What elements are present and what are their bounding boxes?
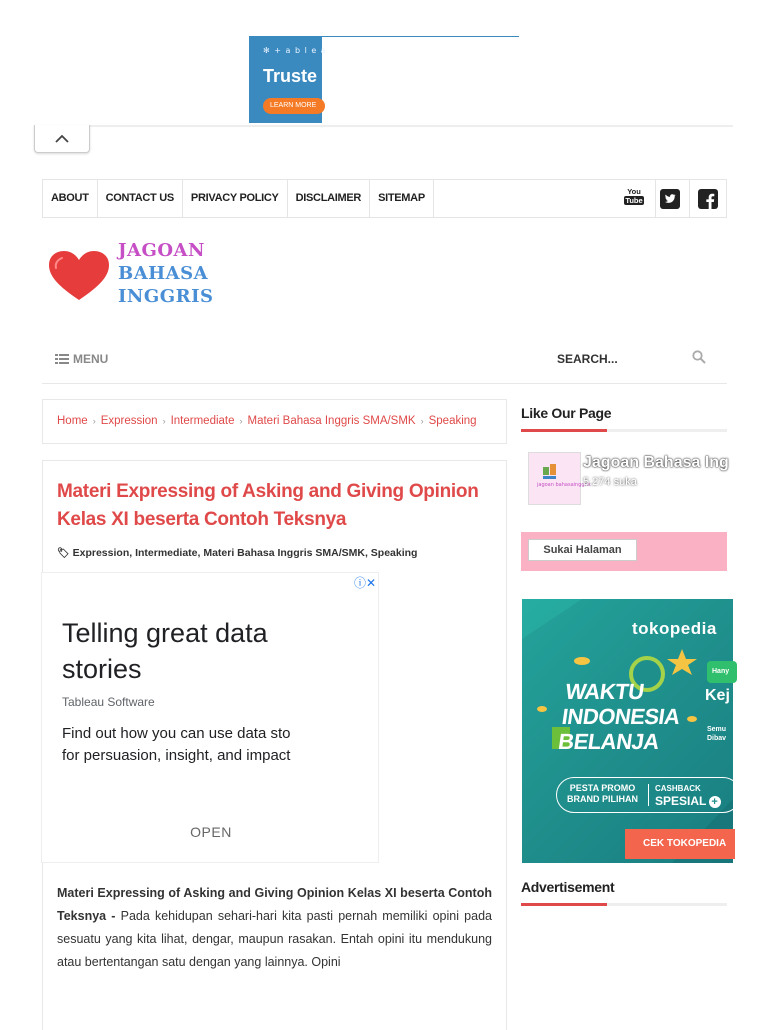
top-navigation [42, 179, 727, 218]
twitter-icon [660, 189, 680, 209]
main-menu-bar [42, 336, 727, 384]
fb-page-thumbnail[interactable] [528, 452, 591, 505]
breadcrumb-expression[interactable]: Expression [100, 415, 158, 427]
widget-title: Like Our Page [521, 405, 612, 421]
ad-advertiser: Tableau Software [62, 695, 155, 709]
ad-open-button[interactable]: OPEN [190, 824, 232, 840]
heart-icon [48, 250, 110, 302]
logo-line-2: BAHASA [118, 263, 209, 284]
breadcrumb-separator: › [162, 416, 166, 426]
nav-about[interactable]: ABOUT [43, 180, 98, 217]
youtube-icon: You Tube [625, 187, 643, 205]
breadcrumb-home[interactable]: Home [57, 415, 88, 427]
social-separator [689, 180, 690, 217]
chevron-up-icon [55, 134, 69, 143]
promo-divider [648, 784, 649, 806]
tokopedia-headline: WAKTU INDONESIA BELANJA [556, 679, 682, 754]
tableau-logo-icon: ✻ [263, 46, 271, 55]
inline-ad[interactable] [41, 572, 379, 863]
widget-title-underline [521, 903, 727, 906]
breadcrumb-separator: › [92, 416, 96, 426]
nav-contact-us[interactable]: CONTACT US [98, 180, 183, 217]
post-body [57, 882, 492, 974]
tokopedia-promo-pill: PESTA PROMO BRAND PILIHAN CASHBACK SPESIAL + [556, 777, 741, 813]
breadcrumb-separator: › [239, 416, 243, 426]
widget-title-underline [521, 429, 727, 432]
post-tags: 🏷 Expression, Intermediate, Materi Bahasa Inggris SMA/SMK, Speaking [57, 547, 418, 559]
search-input[interactable]: SEARCH... [557, 352, 618, 366]
fb-page-actions [521, 532, 727, 571]
fb-thumb-text: jagoan bahasainggris [537, 482, 591, 488]
fb-like-button[interactable]: Sukai Halaman [528, 539, 637, 561]
site-logo[interactable] [48, 240, 228, 310]
menu-toggle[interactable]: MENU [55, 352, 108, 366]
nav-disclaimer[interactable]: DISCLAIMER [288, 180, 370, 217]
facebook-link[interactable] [693, 184, 723, 214]
post-title[interactable]: Materi Expressing of Asking and Giving Opinion Kelas XI beserta Contoh Teksnya [57, 481, 479, 530]
cek-tokopedia-button[interactable]: CEK TOKOPEDIA [625, 829, 735, 859]
fb-page-header [521, 446, 727, 532]
widget-title: Advertisement [521, 879, 615, 895]
list-icon [55, 354, 69, 364]
fb-page-name[interactable]: Jagoan Bahasa Ing [583, 454, 729, 471]
ad-headline: Truste [263, 66, 318, 86]
header-divider [88, 125, 733, 127]
ad-border [322, 36, 519, 37]
fb-like-count: 5.274 suka [583, 476, 637, 488]
plus-icon: + [709, 796, 721, 808]
nav-sitemap[interactable]: SITEMAP [370, 180, 434, 217]
post-lead: Materi Expressing of Asking and Giving Opinion Kelas XI beserta Contoh Teksnya - [57, 886, 492, 923]
youtube-link[interactable] [619, 184, 649, 214]
tokopedia-logo: tokopedia [632, 619, 717, 638]
breadcrumb-separator: › [420, 416, 424, 426]
breadcrumb-materi[interactable]: Materi Bahasa Inggris SMA/SMK [247, 415, 416, 427]
twitter-link[interactable] [655, 184, 685, 214]
ad-creative[interactable] [249, 36, 327, 123]
ad-headline[interactable]: Telling great data stories [62, 618, 268, 684]
ad-description: Find out how you can use data sto for persuasion, insight, and impact [62, 725, 291, 764]
collapse-ad-button[interactable] [34, 125, 90, 153]
post-text: Pada kehidupan sehari-hari kita pasti pernah memiliki opini pada sesuatu yang kita lihat, dengar, maupun rasakan. Entah opini itu mendukung atau bertentangan satu dengan yang lainnya. Opini [57, 909, 492, 969]
breadcrumb-speaking[interactable]: Speaking [428, 415, 477, 427]
sidebar-like-widget [521, 405, 727, 432]
facebook-page-plugin[interactable] [521, 446, 727, 571]
breadcrumb [42, 399, 507, 444]
sidebar-advert-widget [521, 879, 727, 906]
logo-line-3: INGGRIS [118, 286, 214, 307]
top-banner-ad[interactable] [249, 36, 519, 123]
breadcrumb-intermediate[interactable]: Intermediate [170, 415, 235, 427]
tokopedia-side-badges: Hany Kej Semu Dibav [702, 661, 742, 751]
tokopedia-ad[interactable] [522, 599, 733, 863]
nav-privacy-policy[interactable]: PRIVACY POLICY [183, 180, 288, 217]
search-icon[interactable] [692, 350, 706, 364]
adchoices-icon[interactable]: ⓘ✕ [353, 576, 376, 590]
tableau-logo: ✻ + a b l e a [263, 46, 327, 55]
logo-line-1: JAGOAN [118, 240, 205, 261]
site-thumbnail-icon [529, 453, 591, 504]
facebook-icon [698, 189, 718, 209]
learn-more-button[interactable]: LEARN MORE [263, 98, 325, 114]
tag-icon: 🏷 [57, 548, 70, 559]
